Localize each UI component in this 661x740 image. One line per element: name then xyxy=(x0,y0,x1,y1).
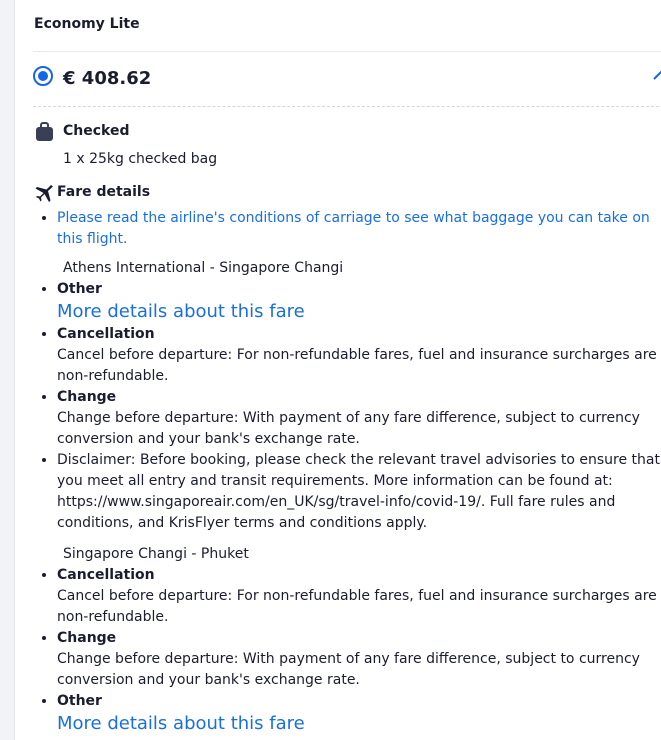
rule-text: Change before departure: With payment of any fare difference, subject to currency conversion and your bank's exchange rate. xyxy=(57,410,640,447)
list-item xyxy=(57,628,661,691)
list-item xyxy=(57,691,661,736)
segment-rules-list xyxy=(33,565,661,736)
rule-label: • Cancellation xyxy=(57,567,155,583)
list-item xyxy=(57,450,661,534)
rule-label: • Change xyxy=(57,630,117,646)
rule-text: Cancel before departure: For non-refundable fares, fuel and insurance surcharges are non-refundable. xyxy=(57,588,657,625)
list-item xyxy=(57,208,661,250)
fare-price: € 408.62 xyxy=(63,68,152,89)
fare-card xyxy=(14,0,661,740)
segment-route: Singapore Changi - Phuket xyxy=(63,546,249,562)
radio-selected-icon[interactable] xyxy=(33,66,53,86)
fare-details-title: Fare details xyxy=(57,184,151,200)
fare-name: Economy Lite xyxy=(34,16,140,32)
baggage-description: 1 x 25kg checked bag xyxy=(63,151,218,167)
fare-details-panel xyxy=(33,120,661,736)
dashed-divider xyxy=(33,106,661,107)
segment-rules-list xyxy=(33,279,661,534)
rule-label: • Other xyxy=(57,281,102,297)
fare-option-row[interactable] xyxy=(33,62,661,96)
segment-route: Athens International - Singapore Changi xyxy=(63,260,344,276)
list-item xyxy=(57,279,661,324)
divider xyxy=(33,51,661,52)
more-details-link[interactable]: More details about this fare xyxy=(57,713,305,734)
baggage-header xyxy=(33,120,661,146)
rule-label: • Cancellation xyxy=(57,326,155,342)
more-details-link[interactable]: More details about this fare xyxy=(57,301,305,322)
list-item xyxy=(57,324,661,387)
list-item xyxy=(57,387,661,450)
bag-icon xyxy=(35,122,54,142)
list-item xyxy=(57,565,661,628)
rule-text: Cancel before departure: For non-refundable fares, fuel and insurance surcharges are non-refundable. xyxy=(57,347,657,384)
carriage-note-list xyxy=(33,208,661,250)
baggage-title: Checked xyxy=(63,123,130,139)
rule-text: Change before departure: With payment of any fare difference, subject to currency conversion and your bank's exchange rate. xyxy=(57,651,640,688)
rule-label: • Other xyxy=(57,693,102,709)
fare-details-header xyxy=(33,182,661,204)
carriage-conditions-link[interactable]: Please read the airline's conditions of carriage to see what baggage you can take on this flight. xyxy=(57,210,650,247)
rule-label: • Change xyxy=(57,389,117,405)
plane-icon xyxy=(34,183,54,203)
chevron-up-icon[interactable] xyxy=(652,68,661,82)
disclaimer-text: Disclaimer: Before booking, please check the relevant travel advisories to ensure that you meet all entry and transit requirements. More information can be found at: https://www.singaporeair.com/en_UK/sg/travel-info/covid-19/. Full fare rules and conditions, and KrisFlyer terms and conditions apply. xyxy=(57,452,660,531)
